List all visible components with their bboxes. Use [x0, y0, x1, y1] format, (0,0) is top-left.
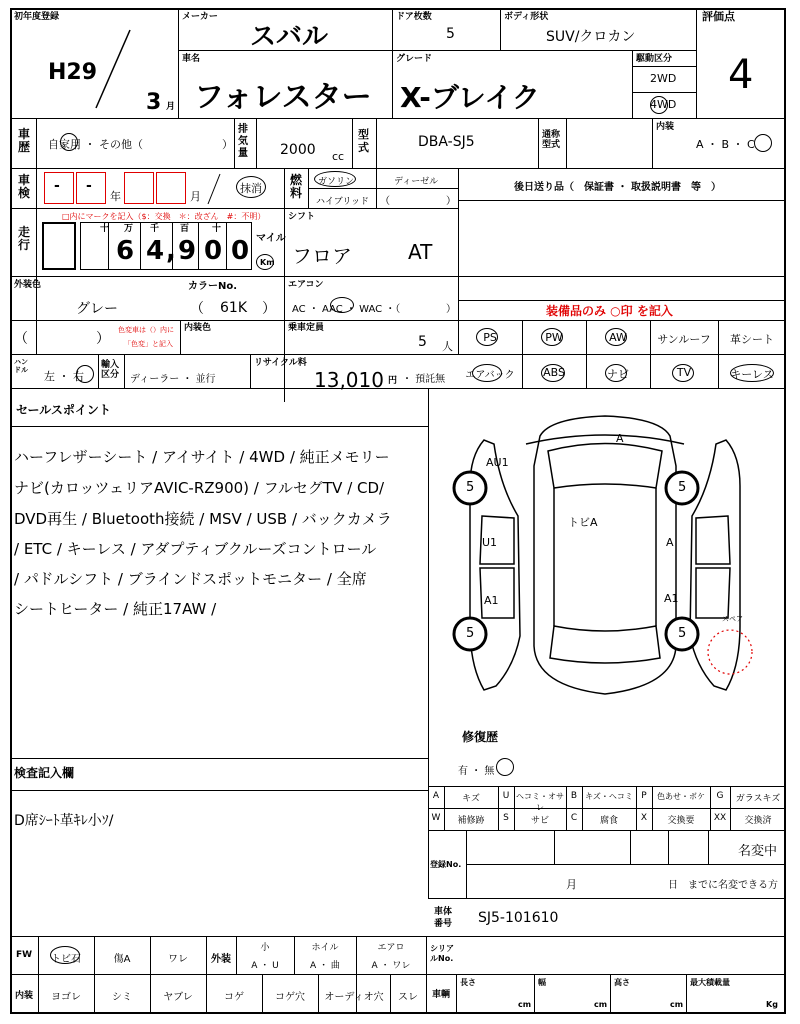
model-value: DBA-SJ5 — [418, 134, 475, 150]
first-reg-label: 初年度登録 — [14, 12, 60, 22]
import-value: ディーラー ・ 並行 — [130, 374, 216, 385]
recycle-deposit: ・ 預託無 — [402, 374, 446, 385]
first-reg-year: H29 — [48, 60, 98, 85]
name-change: 名変中 — [738, 844, 778, 859]
recycle-value: 13,010 — [314, 368, 384, 392]
mileage-digit: 0 — [203, 236, 223, 266]
doors-value: 5 — [446, 26, 455, 42]
equip-sunroof: サンルーフ — [657, 333, 711, 346]
inspection-label: 車検 — [17, 173, 30, 200]
mileage-label: 走行 — [17, 225, 30, 252]
first-reg-month: 3 — [146, 90, 162, 115]
common-model-label: 通称型式 — [542, 130, 561, 150]
color-no-value: 61K — [220, 300, 247, 316]
tire-value: 5 — [466, 626, 475, 641]
chassis-value: SJ5-101610 — [478, 910, 559, 926]
expired-circle — [236, 176, 266, 198]
equip-aw: AW — [609, 331, 627, 344]
interior-label: 内装 — [656, 122, 675, 132]
fuel-diesel: ディーゼル — [394, 177, 439, 187]
inspection-box-4 — [156, 172, 186, 204]
sales-line: / パドルシフト / ブラインドスポットモニター / 全席 — [14, 570, 367, 588]
mileage-digit: 4 — [145, 236, 165, 266]
repair-label: 修復歴 — [462, 730, 499, 744]
equip-airbag: エアバック — [465, 370, 515, 381]
color-no-label: カラーNo. — [188, 281, 238, 292]
damage-mark: U1 — [482, 536, 498, 549]
equip-leather: 革シート — [730, 333, 774, 346]
interior-grade-circle — [754, 134, 772, 152]
import-label: 輸入区分 — [101, 360, 120, 380]
transmission-value: AT — [408, 240, 433, 264]
equip-ps: PS — [483, 331, 497, 344]
interior-grades: A ・ B ・ C — [696, 138, 755, 151]
fw-stone-circle — [50, 946, 80, 964]
mileage-digit: 0 — [230, 236, 250, 266]
documents-label: 後日送り品（ 保証書 ・ 取扱説明書 等 ） — [514, 182, 721, 193]
displacement-value: 2000 — [280, 142, 316, 158]
grade-value: X-ブレイク — [400, 81, 540, 114]
car-name-label: 車名 — [182, 54, 201, 64]
shift-value: フロア — [292, 244, 352, 268]
sales-line: ナビ(カロッツェリアAVIC-RZ900) / フルセグTV / CD/ — [14, 479, 385, 497]
km-circle — [256, 254, 274, 270]
equip-circle — [605, 364, 627, 382]
damage-mark: A — [666, 536, 674, 549]
score-label: 評価点 — [702, 10, 735, 23]
body-value: SUV/クロカン — [546, 29, 636, 45]
fuel-gas: ガソリン — [318, 177, 355, 187]
inspection-notes-text: D席ｼｰﾄ革ｷﾚ小ｿ/ — [14, 813, 114, 829]
fuel-hybrid: ハイブリッド — [316, 197, 370, 207]
mileage-mark-box — [42, 222, 76, 270]
car-name-value: フォレスター — [194, 80, 372, 115]
equip-tv: TV — [676, 366, 692, 379]
body-label: ボディ形状 — [504, 12, 549, 22]
interior-color-label: 内装色 — [184, 323, 212, 333]
shift-label: シフト — [288, 212, 316, 222]
registration-label: 登録No. — [430, 860, 462, 869]
usage-private-circle — [60, 133, 78, 151]
usage-value: 自家用 ・ その他（ — [48, 138, 143, 151]
inspection-box-3 — [124, 172, 154, 204]
aircon-value: AC ・ AAC ・ WAC ・（ — [292, 304, 401, 315]
history-label: 車歴 — [17, 127, 30, 154]
equip-keyless: キーレス — [730, 368, 774, 381]
chassis-label: 車体番号 — [434, 907, 453, 929]
first-reg-slash — [92, 28, 134, 112]
drive-label: 駆動区分 — [636, 54, 673, 64]
capacity-label: 乗車定員 — [288, 323, 325, 333]
spare-label: スペア — [722, 615, 743, 623]
tire-value: 5 — [678, 480, 687, 495]
equip-circle — [541, 328, 563, 346]
mile-unit: マイル — [256, 233, 286, 244]
handle-label: ハンドル — [14, 358, 28, 374]
fuel-label: 燃料 — [289, 173, 302, 200]
equip-circle — [472, 364, 502, 382]
sales-points-label: セールスポイント — [16, 403, 111, 417]
handle-right-circle — [76, 365, 94, 383]
aircon-aac-circle — [330, 297, 354, 313]
km-unit: Km — [260, 258, 275, 267]
repair-value: 有 ・ 無 — [458, 766, 495, 777]
equip-circle — [730, 364, 774, 382]
maker-label: メーカー — [182, 12, 218, 22]
doors-label: ドア枚数 — [396, 12, 432, 22]
serial-label: シリアルNo. — [430, 944, 454, 963]
mileage-note: □内にマークを記入（$：交換 ＊：改ざん #：不明） — [62, 212, 266, 221]
sales-line: DVD再生 / Bluetooth接続 / MSV / USB / バックカメラ — [14, 510, 392, 528]
model-label: 型式 — [358, 128, 369, 154]
exterior-color-value: グレー — [76, 301, 118, 317]
equip-circle — [605, 328, 627, 346]
drive-4wd-circle — [650, 96, 668, 114]
fuel-gas-circle — [314, 171, 356, 187]
exterior-color-label: 外装色 — [14, 280, 42, 290]
equipment-title: 装備品のみ ○印 を記入 — [546, 304, 673, 318]
damage-mark: トビA — [568, 516, 598, 529]
equip-abs: ABS — [543, 366, 565, 379]
sales-line: ハーフレザーシート / アイサイト / 4WD / 純正メモリー — [14, 448, 390, 466]
damage-mark: A1 — [664, 592, 679, 605]
equip-circle — [476, 328, 498, 346]
damage-mark: A — [616, 432, 624, 445]
damage-mark: AU1 — [486, 456, 509, 469]
sales-line: / ETC / キーレス / アダプティブクルーズコントロール — [14, 540, 377, 558]
aircon-label: エアコン — [288, 280, 324, 290]
equip-circle — [672, 364, 694, 382]
grade-label: グレード — [396, 54, 433, 64]
repair-none-circle — [496, 758, 514, 776]
score-value: 4 — [728, 52, 754, 98]
equip-circle — [541, 364, 565, 382]
handle-value: 左 ・ 右 — [44, 370, 84, 383]
sales-line: シートヒーター / 純正17AW / — [14, 600, 217, 618]
drive-2wd: 2WD — [650, 72, 677, 85]
mileage-digit: 9 — [177, 236, 197, 266]
tire-value: 5 — [466, 480, 475, 495]
equip-navi: ナビ — [607, 368, 629, 381]
inspection-notes-label: 検査記入欄 — [14, 766, 75, 780]
mileage-digit: 6 — [115, 236, 135, 266]
maker-value: スバル — [250, 22, 329, 52]
damage-mark: A1 — [484, 594, 499, 607]
drive-4wd: 4WD — [650, 98, 677, 111]
inspection-expired: 抹消 — [240, 182, 262, 195]
capacity-value: 5 — [418, 334, 427, 350]
displacement-label: 排気量 — [238, 124, 248, 159]
recycle-label: リサイクル料 — [254, 358, 307, 368]
tire-value: 5 — [678, 626, 687, 641]
car-diagram — [430, 396, 780, 726]
equip-pw: PW — [545, 331, 563, 344]
